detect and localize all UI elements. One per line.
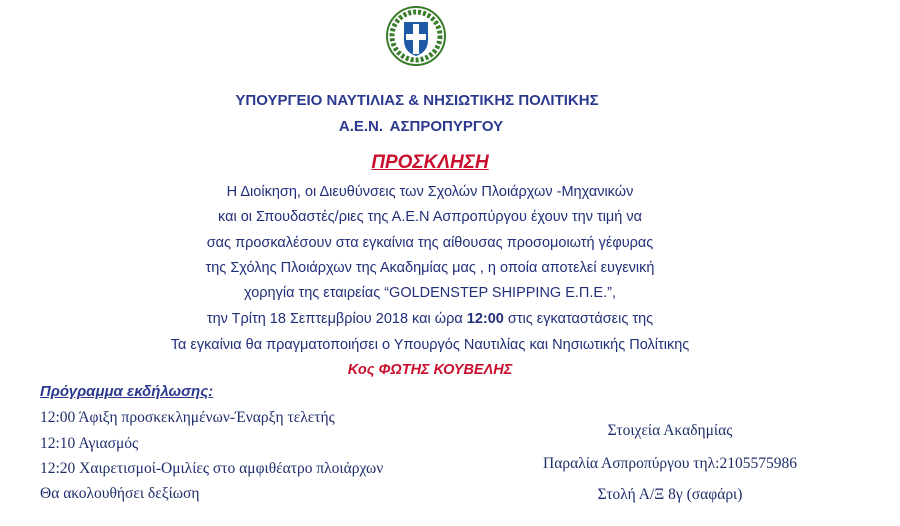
event-time: 12:00 (466, 311, 504, 327)
ministry-heading: ΥΠΟΥΡΓΕΙΟ ΝΑΥΤΙΛΙΑΣ & ΝΗΣΙΩΤΙΚΗΣ ΠΟΛΙΤΙΚΗΣ (235, 92, 599, 109)
academy-address: Παραλία Ασπροπύργου τηλ:2105575986 (543, 455, 797, 472)
uniform-note: Στολή Α/Ξ 8γ (σαφάρι) (597, 486, 743, 503)
invitation-line-2: και οι Σπουδαστές/ριες της Α.Ε.Ν Ασπροπύργου έχουν την τιμή να (218, 209, 642, 225)
invitation-line-1: Η Διοίκηση, οι Διευθύνσεις των Σχολών Πλοιάρχων -Μηχανικών (226, 184, 634, 200)
program-item: Θα ακολουθήσει δεξίωση (40, 485, 200, 502)
invitation-line-4: της Σχόλης Πλοιάρχων της Ακαδημίας μας , η οποία αποτελεί ευγενική (205, 260, 655, 276)
invitation-line-3: σας προσκαλέσουν στα εγκαίνια της αίθουσας προσομοιωτή γέφυρας (206, 235, 654, 251)
invitation-line-5: χορηγία της εταιρείας “GOLDENSTEP SHIPPING Ε.Π.Ε.”, (244, 285, 616, 301)
opening-line: Τα εγκαίνια θα πραγματοποιήσει ο Υπουργός Ναυτιλίας και Νησιωτικής Πολίτικης (170, 337, 690, 353)
date-prefix: την Τρίτη 18 Σεπτεμβρίου 2018 και ώρα (206, 311, 467, 327)
program-item: 12:10 Αγιασμός (40, 435, 139, 452)
date-suffix: στις εγκαταστάσεις της (503, 311, 654, 327)
greek-coat-of-arms-icon (386, 6, 446, 66)
academy-info-title: Στοιχεία Ακαδημίας (607, 422, 733, 439)
program-item: 12:20 Χαιρετισμοί-Ομιλίες στο αμφιθέατρο πλοιάρχων (40, 460, 384, 477)
academy-heading: Α.Ε.Ν. ΑΣΠΡΟΠΥΡΓΟΥ (338, 118, 504, 135)
guest-name: Κος ΦΩΤΗΣ ΚΟΥΒΕΛΗΣ (347, 362, 513, 378)
program-title: Πρόγραμμα εκδήλωσης: (40, 383, 214, 400)
invitation-date-line (0, 311, 860, 327)
invitation-title: ΠΡΟΣΚΛΗΣΗ (371, 152, 489, 173)
program-item: 12:00 Άφιξη προσκεκλημένων-Έναρξη τελετής (40, 409, 335, 426)
